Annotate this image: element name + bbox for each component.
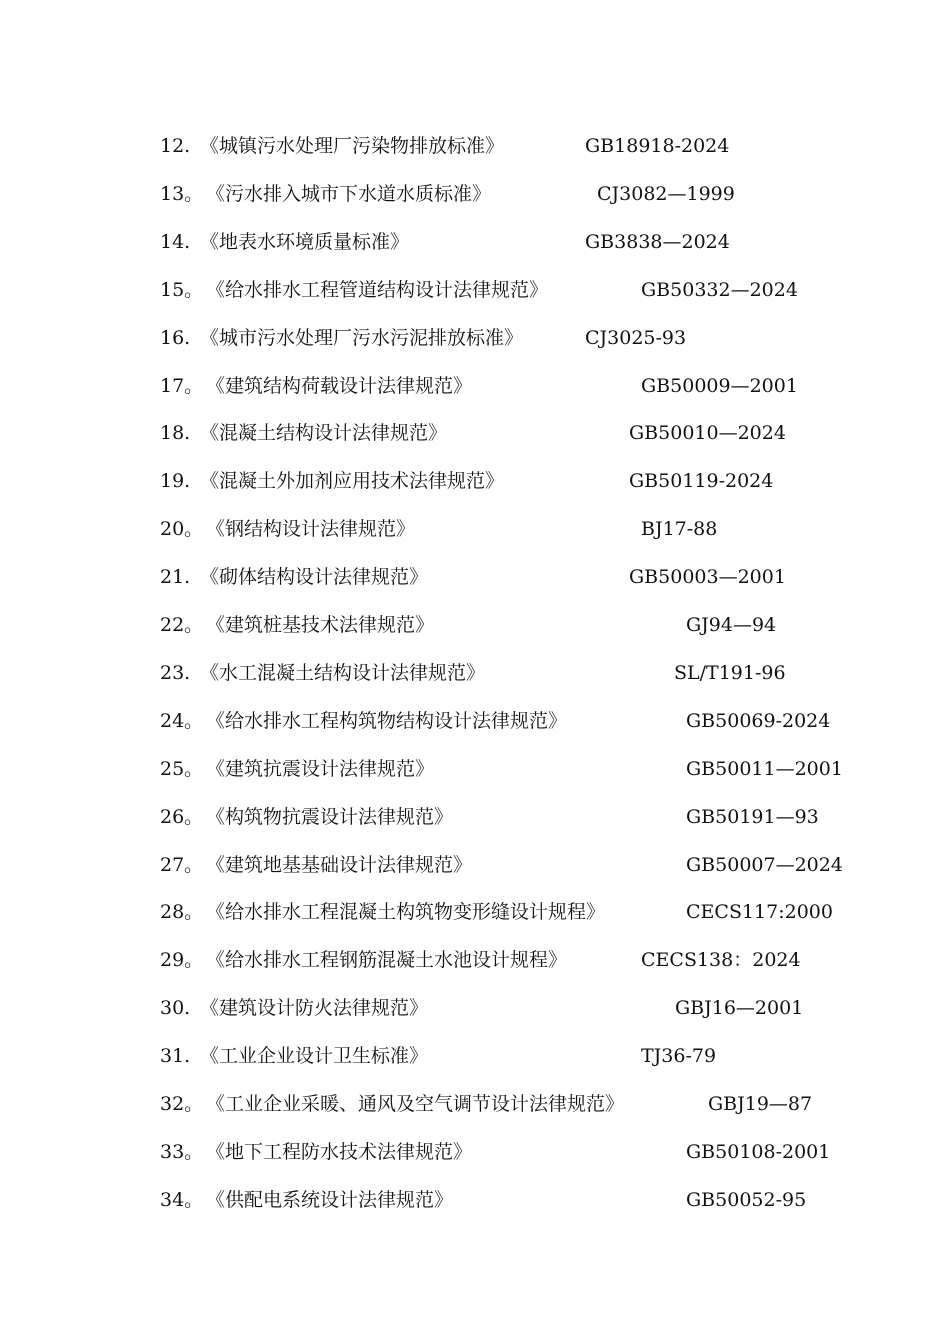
reference-title: 《建筑地基基础设计法律规范》	[206, 853, 473, 876]
reference-row	[0, 658, 950, 688]
reference-row	[0, 850, 950, 880]
reference-code: TJ36-79	[641, 1045, 717, 1068]
reference-number: 15。	[160, 278, 204, 301]
reference-number: 19.	[160, 470, 191, 493]
reference-title: 《水工混凝土结构设计法律规范》	[200, 661, 486, 684]
reference-row	[0, 897, 950, 927]
reference-title: 《给水排水工程管道结构设计法律规范》	[206, 278, 549, 301]
reference-title: 《混凝土结构设计法律规范》	[200, 422, 448, 445]
reference-title: 《建筑桩基技术法律规范》	[206, 614, 435, 636]
reference-number: 23.	[160, 661, 191, 684]
reference-title: 《混凝土外加剂应用技术法律规范》	[200, 470, 505, 493]
reference-title: 《给水排水工程钢筋混凝土水池设计规程》	[206, 949, 568, 972]
reference-row	[0, 945, 950, 975]
reference-number: 12.	[160, 135, 191, 157]
reference-title: 《构筑物抗震设计法律规范》	[206, 805, 454, 828]
reference-row	[0, 1041, 950, 1071]
reference-row	[0, 418, 950, 448]
reference-title: 《污水排入城市下水道水质标准》	[206, 182, 492, 205]
reference-title: 《建筑抗震设计法律规范》	[206, 757, 435, 780]
reference-title: 《工业企业设计卫生标准》	[200, 1045, 429, 1068]
reference-number: 21.	[160, 566, 191, 589]
reference-code: CJ3025-93	[585, 326, 687, 349]
reference-code: GB50069-2024	[686, 709, 831, 732]
reference-code: GB50011—2001	[686, 757, 843, 780]
reference-code: CECS117:2000	[686, 901, 833, 924]
reference-number: 25。	[160, 757, 204, 780]
reference-row	[0, 1089, 950, 1119]
reference-number: 29。	[160, 949, 204, 972]
reference-number: 32。	[160, 1093, 204, 1115]
reference-code: GBJ16—2001	[675, 997, 804, 1020]
reference-code: GB50052-95	[686, 1188, 807, 1211]
reference-number: 30.	[160, 997, 191, 1020]
reference-code: GB50332—2024	[641, 278, 798, 301]
reference-row	[0, 371, 950, 401]
reference-title: 《建筑设计防火法律规范》	[200, 997, 429, 1020]
reference-code: GB50119-2024	[629, 470, 774, 493]
reference-title: 《建筑结构荷载设计法律规范》	[206, 374, 473, 397]
reference-number: 33。	[160, 1140, 204, 1163]
reference-number: 14.	[160, 230, 191, 253]
reference-code: GBJ19—87	[708, 1093, 813, 1115]
reference-title: 《城镇污水处理厂污染物排放标准》	[200, 135, 505, 157]
reference-code: GB3838—2024	[585, 230, 730, 253]
reference-title: 《给水排水工程构筑物结构设计法律规范》	[206, 709, 568, 732]
reference-row	[0, 993, 950, 1023]
reference-code: GB50191—93	[686, 805, 819, 828]
reference-row	[0, 323, 950, 353]
reference-row	[0, 179, 950, 209]
reference-code: CECS138：2024	[641, 949, 801, 972]
reference-row	[0, 754, 950, 784]
reference-row	[0, 275, 950, 305]
reference-code: CJ3082—1999	[597, 182, 735, 205]
reference-row	[0, 562, 950, 592]
reference-number: 22。	[160, 614, 204, 636]
reference-number: 27。	[160, 853, 204, 876]
reference-row	[0, 131, 950, 161]
reference-title: 《钢结构设计法律规范》	[206, 518, 416, 541]
reference-title: 《地表水环境质量标准》	[200, 230, 410, 253]
reference-number: 20。	[160, 518, 204, 541]
reference-row	[0, 1185, 950, 1215]
reference-row	[0, 227, 950, 257]
reference-number: 34。	[160, 1188, 204, 1211]
reference-row	[0, 1137, 950, 1167]
reference-title: 《给水排水工程混凝土构筑物变形缝设计规程》	[206, 901, 606, 924]
reference-code: GJ94—94	[686, 614, 777, 636]
reference-number: 28。	[160, 901, 204, 924]
reference-code: SL/T191-96	[674, 661, 786, 684]
reference-title: 《工业企业采暖、通风及空气调节设计法律规范》	[206, 1093, 625, 1115]
reference-row	[0, 514, 950, 544]
reference-number: 18.	[160, 422, 191, 445]
reference-code: GB50010—2024	[629, 422, 786, 445]
reference-number: 24。	[160, 709, 204, 732]
reference-number: 31.	[160, 1045, 191, 1068]
reference-number: 16.	[160, 326, 191, 349]
reference-number: 26。	[160, 805, 204, 828]
reference-code: GB50108-2001	[686, 1140, 831, 1163]
reference-title: 《城市污水处理厂污水污泥排放标准》	[200, 326, 524, 349]
reference-row	[0, 706, 950, 736]
reference-title: 《地下工程防水技术法律规范》	[206, 1140, 473, 1163]
reference-code: GB50003—2001	[629, 566, 786, 589]
reference-code: GB18918-2024	[585, 135, 730, 157]
reference-title: 《供配电系统设计法律规范》	[206, 1188, 454, 1211]
reference-row	[0, 466, 950, 496]
reference-row	[0, 610, 950, 640]
reference-number: 17。	[160, 374, 204, 397]
reference-code: GB50009—2001	[641, 374, 798, 397]
reference-title: 《砌体结构设计法律规范》	[200, 566, 429, 589]
reference-row	[0, 802, 950, 832]
reference-code: BJ17-88	[641, 518, 718, 541]
reference-code: GB50007—2024	[686, 853, 843, 876]
reference-number: 13。	[160, 182, 204, 205]
